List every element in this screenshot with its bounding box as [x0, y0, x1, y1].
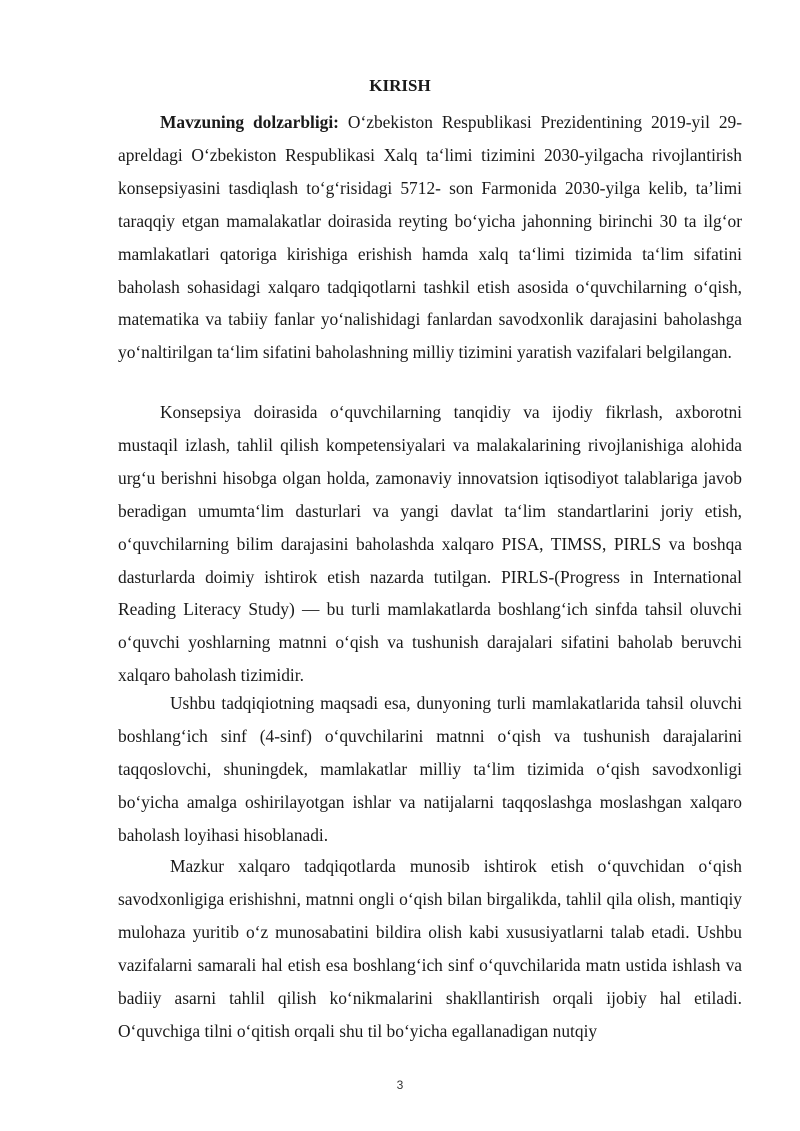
paragraph-research	[118, 850, 742, 1047]
paragraph-aim	[118, 687, 742, 852]
paragraph-text: Oʻzbekiston Respublikasi Prezidentining 2019-yil 29-apreldagi Oʻzbekiston Respublikasi Xalq taʻlimi tizimini 2030-yilgacha rivojlantirish konsepsiyasini tasdiqlash toʻgʻrisidagi 5712- son Farmonida 2030-yilga kelib, taʼlimi taraqqiy etgan mamalakatlar doirasida reyting boʻyicha jahonning birinchi 30 ta ilgʻor mamlakatlari qatoriga kirishiga erishish hamda xalq taʻlimi tizimida taʻlim sifatini baholash sohasidagi xalqaro tadqiqotlarni tashkil etish asosida oʻquvchilarning oʻqish, matematika va tabiiy fanlar yoʻnalishidagi fanlardan savodxonlik darajasini baholashga yoʻnaltirilgan taʻlim sifatini baholashning milliy tizimini yaratish vazifalari belgilangan.	[118, 112, 742, 363]
paragraph-text: Konsepsiya doirasida oʻquvchilarning tanqidiy va ijodiy fikrlash, axborotni mustaqil izlash, tahlil qilish kompetensiyalari va malakalarining rivojlanishiga alohida urgʻu berishni hisobga olgan holda, zamonaviy innovatsion iqtisodiyot talablariga javob beradigan umumtaʻlim dasturlari va yangi davlat taʻlim standartlarini joriy etish, oʻquvchilarning bilim darajasini baholashda xalqaro PISA, TIMSS, PIRLS va boshqa dasturlarda doimiy ishtirok etish nazarda tutilgan. PIRLS-(Progress in International Reading Literacy Study) — bu turli mamlakatlarda boshlangʻich sinfda tahsil oluvchi oʻquvchi yoshlarning matnni oʻqish va tushunish darajalari sifatini baholab beruvchi xalqaro baholash tizimidir.	[118, 402, 742, 686]
paragraph-lead: Mavzuning dolzarbligi:	[160, 112, 339, 132]
section-heading: KIRISH	[369, 76, 431, 95]
paragraph-concept	[118, 396, 742, 692]
page-number: 3	[396, 1078, 404, 1092]
paragraph-relevance	[118, 106, 742, 369]
paragraph-text: Ushbu tadqiqiotning maqsadi esa, dunyoning turli mamlakatlarida tahsil oluvchi boshlangʻich sinf (4-sinf) oʻquvchilarini matnni oʻqish va tushunish darajalarini taqqoslovchi, shuningdek, mamlakatlar milliy taʻlim tizimida oʻqish savodxonligi boʻyicha amalga oshirilayotgan ishlar va natijalarni taqqoslashga moslashgan xalqaro baholash loyihasi hisoblanadi.	[118, 693, 742, 845]
paragraph-text: Mazkur xalqaro tadqiqotlarda munosib ishtirok etish oʻquvchidan oʻqish savodxonligiga erishishni, matnni ongli oʻqish bilan birgalikda, tahlil qila olish, mantiqiy mulohaza yuritib oʻz munosabatini bildira olish kabi xususiyatlarni talab etadi. Ushbu vazifalarni samarali hal etish esa boshlangʻich sinf oʻquvchilarida matn ustida ishlash va badiiy asarni tahlil qilish koʻnikmalarini shakllantirish orqali ijobiy hal etiladi. Oʻquvchiga tilni oʻqitish orqali shu til boʻyicha egallanadigan nutqiy	[118, 856, 742, 1041]
